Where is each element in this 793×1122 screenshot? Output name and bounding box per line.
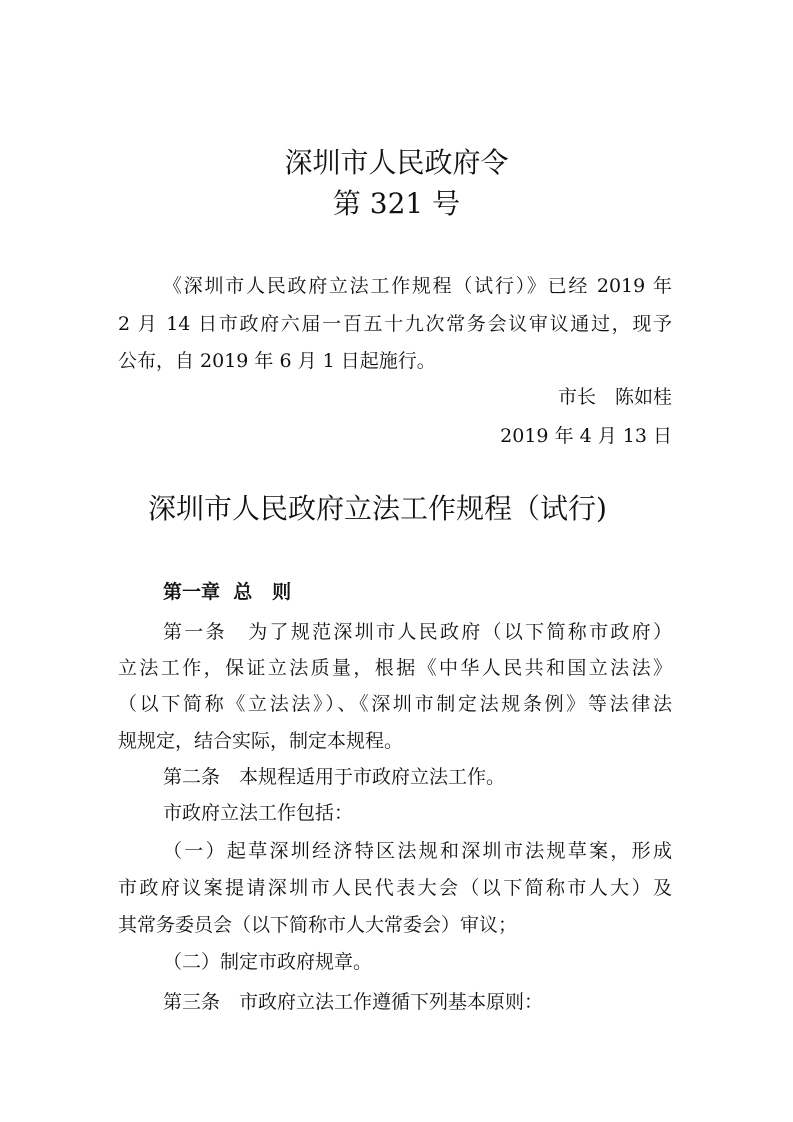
regulation-title: 深圳市人民政府立法工作规程（试行)	[148, 492, 607, 525]
article-line: （以下简称《立法法》）、《深圳市制定法规条例》等法律法	[118, 693, 672, 715]
article-line: 规规定，结合实际，制定本规程。	[118, 730, 404, 752]
article-line: 市政府立法工作包括：	[163, 802, 354, 824]
order-date: 2019 年 4 月 13 日	[500, 425, 672, 447]
article-line: 第三条 市政府立法工作遵循下列基本原则：	[163, 991, 544, 1013]
article-line: （一）起草深圳经济特区法规和深圳市法规草案，形成	[163, 840, 672, 862]
order-body-line: 公布，自 2019 年 6 月 1 日起施行。	[118, 350, 436, 372]
chapter-heading: 第一章 总 则	[163, 581, 292, 603]
signature: 市长 陈如桂	[557, 386, 672, 408]
article-line: 其常务委员会（以下简称市人大常委会）审议；	[118, 914, 518, 936]
article-line: （二）制定市政府规章。	[163, 951, 373, 973]
article-line: 市政府议案提请深圳市人民代表大会（以下简称市人大）及	[118, 877, 672, 899]
article-line: 立法工作，保证立法质量，根据《中华人民共和国立法法》	[118, 657, 672, 679]
order-title: 深圳市人民政府令	[284, 146, 509, 179]
article-line: 第二条 本规程适用于市政府立法工作。	[163, 766, 506, 788]
order-number: 第 321 号	[332, 187, 461, 220]
order-body-line: 2 月 14 日市政府六届一百五十九次常务会议审议通过，现予	[118, 313, 672, 335]
article-line: 第一条 为了规范深圳市人民政府（以下简称市政府）	[163, 621, 672, 643]
order-body-line: 《深圳市人民政府立法工作规程（试行）》已经 2019 年	[163, 275, 672, 297]
